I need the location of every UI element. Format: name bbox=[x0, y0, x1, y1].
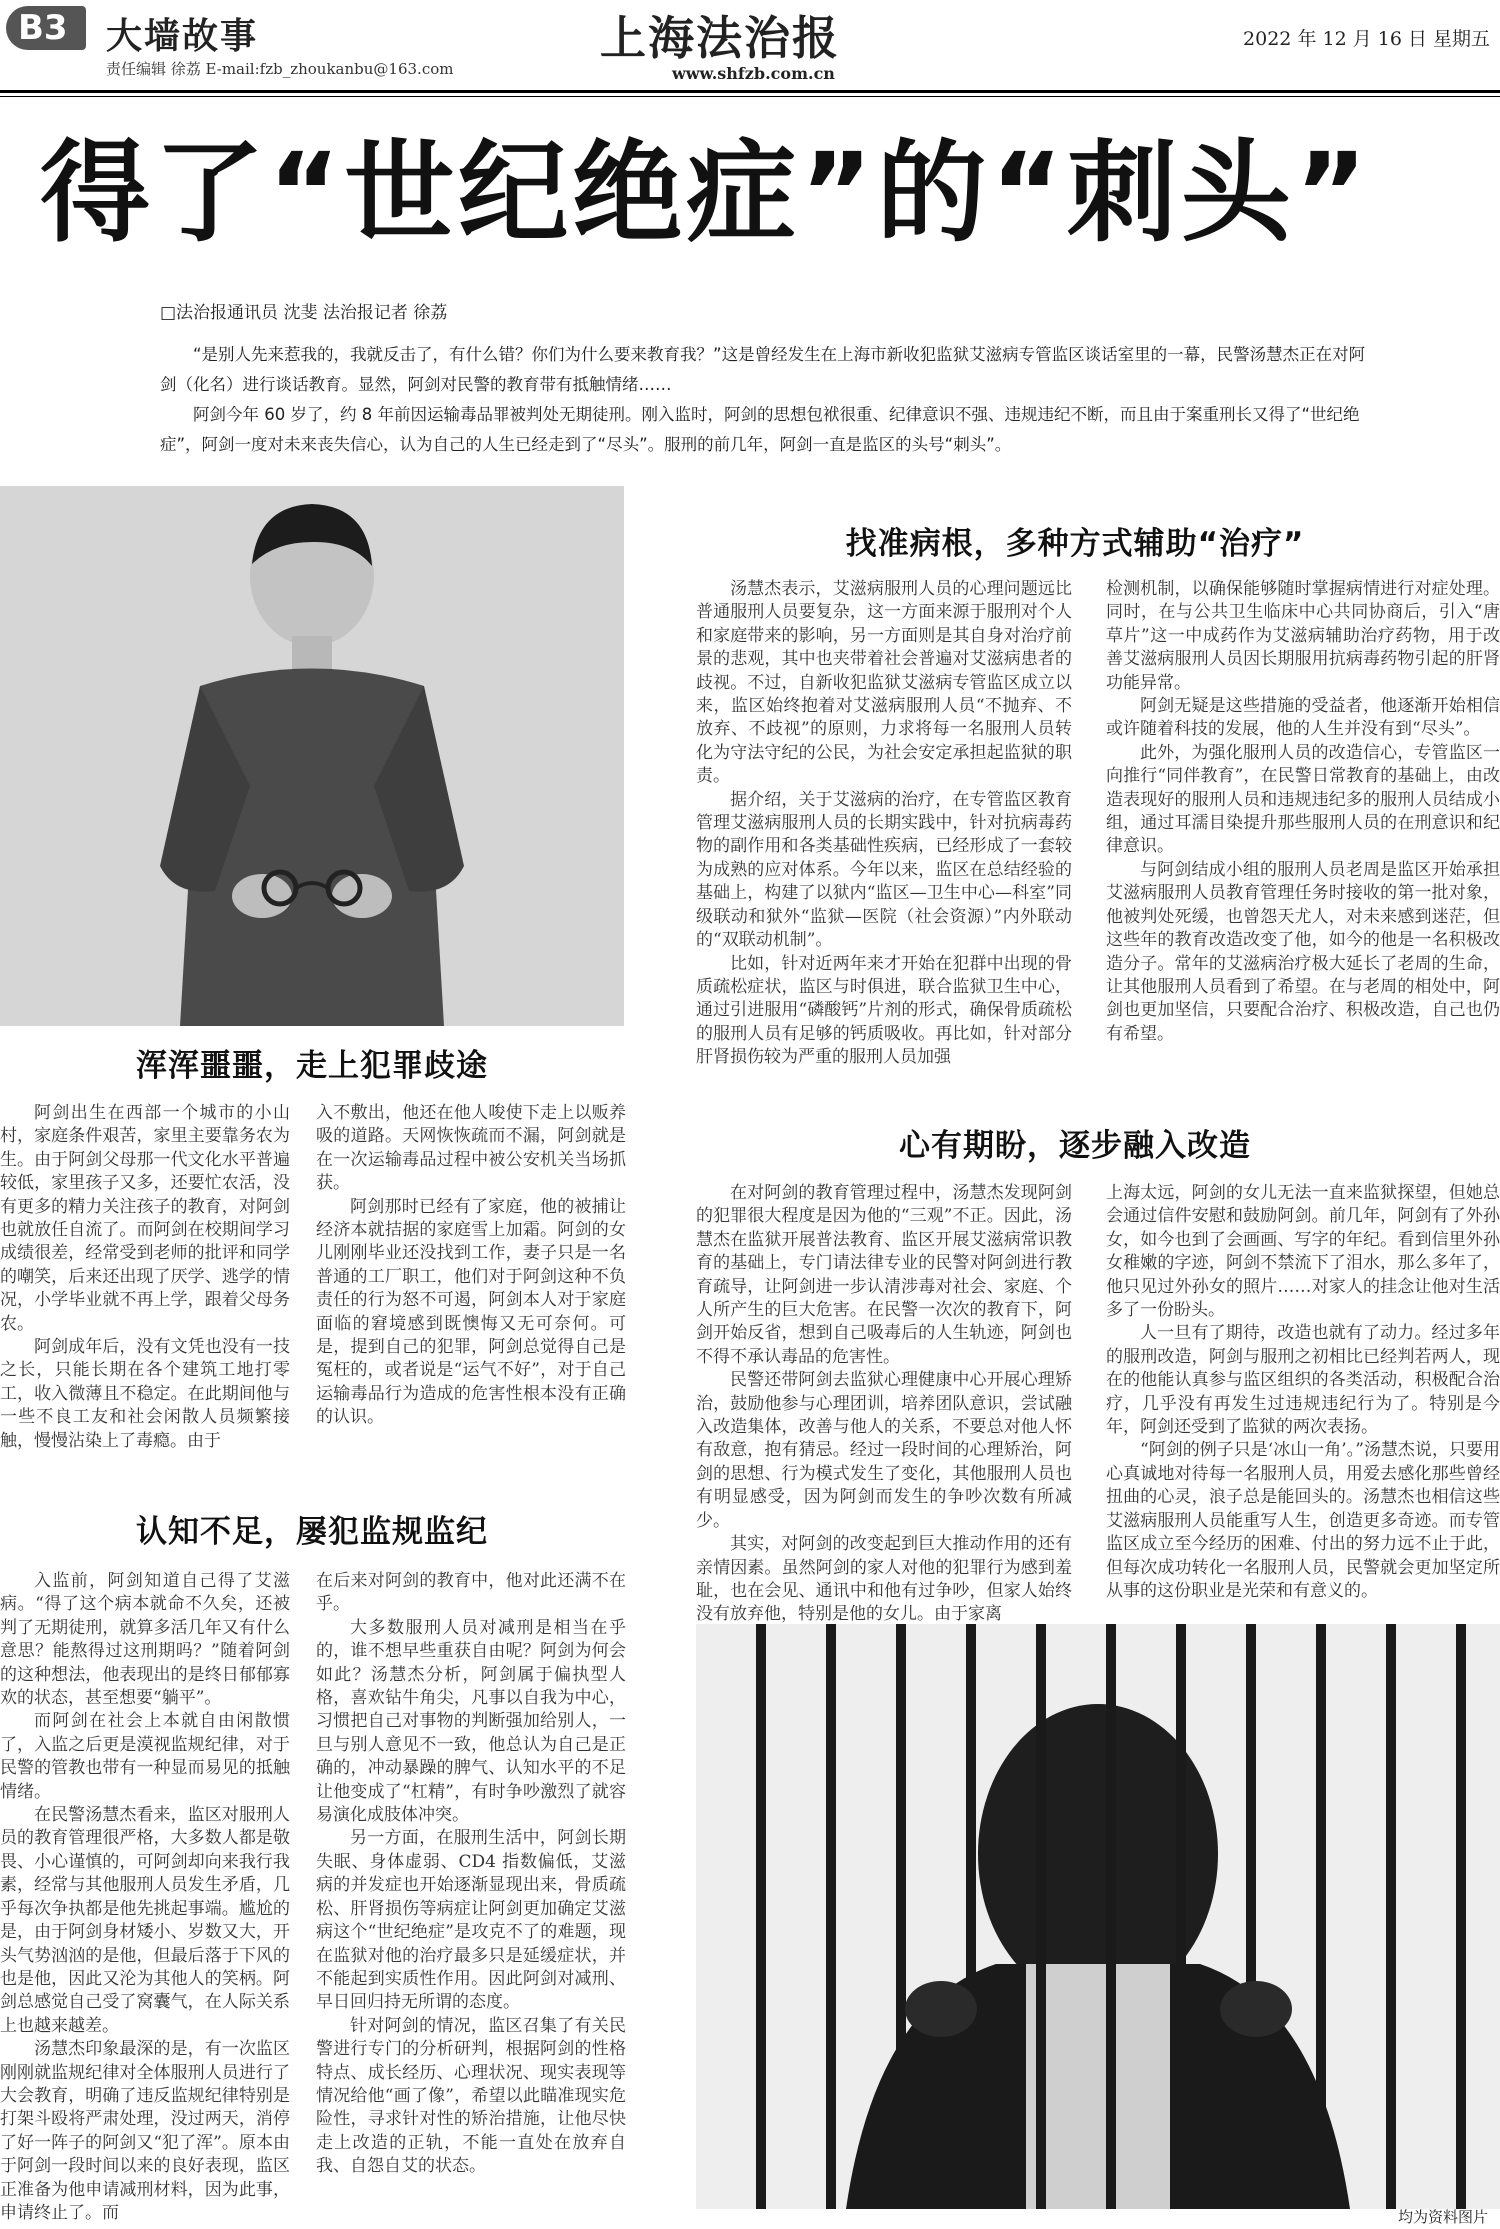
body-paragraph: 据介绍，关于艾滋病的治疗，在专管监区教育管理艾滋病服刑人员的长期实践中，针对抗病毒药物的副作用和各类基础性疾病，已经形成了一套较为成熟的应对体系。今年以来，监区在总结经验的基础上，构建了以狱内“监区—卫生中心—科室”同级联动和狱外“监狱—医院（社会资源）”内外联动的“双联动机制”。 bbox=[696, 789, 1072, 951]
body-paragraph: 上海太远，阿剑的女儿无法一直来监狱探望，但她总会通过信件安慰和鼓励阿剑。前几年，阿剑有了外孙女，如今也到了会画画、写字的年纪。看到信里外孙女稚嫩的字迹，阿剑不禁流下了泪水，那么多年了，他只见过外孙女的照片……对家人的挂念让他对生活多了一份盼头。 bbox=[1106, 1183, 1500, 1321]
body-paragraph: 阿剑出生在西部一个城市的小山村，家庭条件艰苦，家里主要靠务农为生。由于阿剑父母那一代文化水平普遍较低，家里孩子又多，还要忙农活，没有更多的精力关注孩子的教育，对阿剑也就放任自流了。而阿剑在校期间学习成绩很差，经常受到老师的批评和同学的嘲笑，后来还出现了厌学、逃学的情况，小学毕业就不再上学，跟着父母务农。 bbox=[0, 1103, 290, 1334]
section-heading: 认知不足，屡犯监规监纪 bbox=[136, 1514, 488, 1550]
section2-column1 bbox=[0, 1570, 290, 2225]
body-paragraph: 在后来对阿剑的教育中，他对此还满不在乎。 bbox=[316, 1571, 626, 1615]
section-heading: 找准病根，多种方式辅助“治疗” bbox=[845, 526, 1305, 562]
body-paragraph: 另一方面，在服刑生活中，阿剑长期失眠、身体虚弱、CD4 指数偏低，艾滋病的并发症也开始逐渐显现出来，骨质疏松、肝肾损伤等病症让阿剑更加确定艾滋病这个“世纪绝症”是攻克不了的难题，现在监狱对他的治疗最多只是延缓症状，并不能起到实质性作用。因此阿剑对减刑、早日回归持无所谓的态度。 bbox=[316, 1828, 626, 2013]
body-paragraph: 而阿剑在社会上本就自由闲散惯了，入监之后更是漠视监规纪律，对于民警的管教也带有一种显而易见的抵触情绪。 bbox=[0, 1711, 290, 1802]
body-paragraph: “阿剑的例子只是‘冰山一角’。”汤慧杰说，只要用心真诚地对待每一名服刑人员，用爱去感化那些曾经扭曲的心灵，浪子总是能回头的。汤慧杰也相信这些艾滋病服刑人员能重写人生，创造更多奇迹。而专管监区成立至今经历的困难、付出的努力远不止于此，但每次成功转化一名服刑人员，民警就会更加坚定所从事的这份职业是光荣和有意义的。 bbox=[1106, 1440, 1500, 1601]
body-paragraph: 入监前，阿剑知道自己得了艾滋病。“得了这个病本就命不久矣，还被判了无期徒刑，就算多活几年又有什么意思？能熬得过这刑期吗？”随着阿剑的这种想法，他表现出的是终日郁郁寡欢的状态，甚至想要“躺平”。 bbox=[0, 1571, 290, 1709]
photo-caption: 均为资料图片 bbox=[1397, 2208, 1488, 2226]
section3-column2 bbox=[1106, 578, 1500, 1068]
body-paragraph: 阿剑成年后，没有文凭也没有一技之长，只能长期在各个建筑工地打零工，收入微薄且不稳定。在此期间他与一些不良工友和社会闲散人员频繁接触，慢慢沾染上了毒瘾。由于 bbox=[0, 1337, 290, 1451]
section4-column2 bbox=[1106, 1182, 1500, 1602]
article-headline: 得了“世纪绝症”的“刺头” bbox=[40, 129, 1372, 257]
body-paragraph: 阿剑无疑是这些措施的受益者，他逐渐开始相信或许随着科技的发展，他的人生并没有到“尽头”。 bbox=[1106, 696, 1500, 740]
body-paragraph: 大多数服刑人员对减刑是相当在乎的，谁不想早些重获自由呢？阿剑为何会如此？汤慧杰分析，阿剑属于偏执型人格，喜欢钻牛角尖，凡事以自我为中心，习惯把自己对事物的判断强加给别人，一旦与别人意见不一致，他总认为自己是正确的，冲动暴躁的脾气、认知水平的不足让他变成了“杠精”，有时争吵激烈了就容易演化成肢体冲突。 bbox=[316, 1617, 626, 1826]
page-number-badge: B3 bbox=[6, 6, 86, 50]
body-paragraph: 汤慧杰印象最深的是，有一次监区刚刚就监规纪律对全体服刑人员进行了大会教育，明确了违反监规纪律特别是打架斗殴将严肃处理，没过两天，消停了好一阵子的阿剑又“犯了浑”。原本由于阿剑一段时间以来的良好表现，监区正准备为他申请减刑材料，因为此事，申请终止了。而 bbox=[0, 2039, 290, 2223]
body-paragraph: 在对阿剑的教育管理过程中，汤慧杰发现阿剑的犯罪很大程度是因为他的“三观”不正。因此，汤慧杰在监狱开展普法教育、监区开展艾滋病常识教育的基础上，专门请法律专业的民警对阿剑进行教育疏导，让阿剑进一步认清涉毒对社会、家庭、个人所产生的巨大危害。在民警一次次的教育下，阿剑开始反省，想到自己吸毒后的人生轨迹，阿剑也不得不承认毒品的危害性。 bbox=[696, 1183, 1072, 1367]
body-paragraph: 人一旦有了期待，改造也就有了动力。经过多年的服刑改造，阿剑与服刑之初相比已经判若两人，现在的他能认真参与监区组织的各类活动，积极配合治疗，几乎没有再发生过违规违纪行为了。特别是今年，阿剑还受到了监狱的两次表扬。 bbox=[1106, 1323, 1500, 1438]
handcuffed-man-illustration bbox=[0, 486, 624, 1026]
prison-bars-figure bbox=[696, 1624, 1500, 2209]
section4-column1 bbox=[696, 1182, 1072, 1625]
section-heading: 心有期盼，逐步融入改造 bbox=[899, 1128, 1251, 1164]
body-paragraph: 比如，针对近两年来才开始在犯群中出现的骨质疏松症状，监区与时俱进，联合监狱卫生中心，通过引进服用“磷酸钙”片剂的形式，确保骨质疏松的服刑人员有足够的钙质吸收。再比如，针对部分肝肾损伤较为严重的服刑人员加强 bbox=[696, 953, 1072, 1068]
section-title: 大墙故事 bbox=[106, 16, 259, 57]
body-paragraph: 检测机制，以确保能够随时掌握病情进行对症处理。同时，在与公共卫生临床中心共同协商后，引入“唐草片”这一中成药作为艾滋病辅助治疗药物，用于改善艾滋病服刑人员因长期服用抗病毒药物引起的肝肾功能异常。 bbox=[1106, 579, 1500, 693]
body-paragraph: 民警还带阿剑去监狱心理健康中心开展心理矫治，鼓励他参与心理团训，培养团队意识，尝试融入改造集体，改善与他人的关系，不要总对他人怀有敌意，抱有猜忌。经过一段时间的心理矫治，阿剑的思想、行为模式发生了变化，其他服刑人员也有明显感受，因为阿剑而发生的争吵次数有所减少。 bbox=[696, 1370, 1072, 1531]
section2-column2 bbox=[316, 1570, 626, 2225]
body-paragraph: 与阿剑结成小组的服刑人员老周是监区开始承担艾滋病服刑人员教育管理任务时接收的第一批对象，他被判处死缓，也曾怨天尤人，对未来感到迷茫，但这些年的教育改造改变了他，如今的他是一名积极改造分子。常年的艾滋病治疗极大延长了老周的生命，让其他服刑人员看到了希望。在与老周的相处中，阿剑也更加坚信，只要配合治疗、积极改造，自己也仍有希望。 bbox=[1106, 859, 1500, 1044]
body-paragraph: 此外，为强化服刑人员的改造信心，专管监区一向推行“同伴教育”，在民警日常教育的基础上，由改造表现好的服刑人员和违规违纪多的服刑人员结成小组，通过耳濡目染提升那些服刑人员的在刑意识和纪律意识。 bbox=[1106, 742, 1500, 857]
body-paragraph: 在民警汤慧杰看来，监区对服刑人员的教育管理很严格，大多数人都是敬畏、小心谨慎的，可阿剑却向来我行我素，经常与其他服刑人员发生矛盾，几乎每次争执都是他先挑起事端。尴尬的是，由于阿剑身材矮小、岁数又大，开头气势汹汹的是他，但最后落于下风的也是他，因此又沦为其他人的笑柄。阿剑总感觉自己受了窝囊气，在人际关系上也越来越差。 bbox=[0, 1805, 290, 2036]
section3-column1 bbox=[696, 578, 1072, 1068]
lead-paragraph: “是别人先来惹我的，我就反击了，有什么错？你们为什么要来教育我？”这是曾经发生在上海市新收犯监狱艾滋病专管监区谈话室里的一幕，民警汤慧杰正在对阿剑（化名）进行谈话教育。显然，阿剑对民警的教育带有抵触情绪…… bbox=[160, 345, 1366, 394]
body-paragraph: 入不敷出，他还在他人唆使下走上以贩养吸的道路。天网恢恢疏而不漏，阿剑就是在一次运输毒品过程中被公安机关当场抓获。 bbox=[316, 1103, 626, 1194]
body-paragraph: 汤慧杰表示，艾滋病服刑人员的心理问题远比普通服刑人员要复杂，这一方面来源于服刑对个人和家庭带来的影响，另一方面则是其自身对治疗前景的悲观，其中也夹带着社会普遍对艾滋病患者的歧视。不过，自新收犯监狱艾滋病专管监区成立以来，监区始终抱着对艾滋病服刑人员“不抛弃、不放弃、不歧视”的原则，力求将每一名服刑人员转化为守法守纪的公民，为社会安定承担起监狱的职责。 bbox=[696, 579, 1072, 787]
body-paragraph: 针对阿剑的情况，监区召集了有关民警进行专门的分析研判，根据阿剑的性格特点、成长经历、心理状况、现实表现等情况给他“画了像”，希望以此瞄准现实危险性，寻求针对性的矫治措施，让他尽快走上改造的正轨，不能一直处在放弃自我、自怨自艾的状态。 bbox=[316, 2015, 626, 2177]
header-rule-thin bbox=[0, 96, 1500, 97]
website-url[interactable]: www.shfzb.com.cn bbox=[672, 64, 835, 83]
header-rule bbox=[0, 90, 1500, 93]
handcuffed-man-figure bbox=[0, 486, 624, 1026]
lead-paragraph: 阿剑今年 60 岁了，约 8 年前因运输毒品罪被判处无期徒刑。刚入监时，阿剑的思想包袱很重、纪律意识不强、违规违纪不断，而且由于案重刑长又得了“世纪绝症”，阿剑一度对未来丧失信心，认为自己的人生已经走到了“尽头”。服刑的前几年，阿剑一直是监区的头号“刺头”。 bbox=[160, 405, 1360, 454]
editor-line: 责任编辑 徐荔 E-mail:fzb_zhoukanbu@163.com bbox=[106, 60, 454, 78]
masthead-logo: 上海法治报 bbox=[600, 11, 840, 65]
issue-date: 2022 年 12 月 16 日 星期五 bbox=[1243, 28, 1490, 50]
prisoner-behind-bars-illustration bbox=[696, 1624, 1500, 2209]
body-paragraph: 阿剑那时已经有了家庭，他的被捕让经济本就拮据的家庭雪上加霜。阿剑的女儿刚刚毕业还没找到工作，妻子只是一名普通的工厂职工，他们对于阿剑这种不负责任的行为怒不可遏，阿剑本人对于家庭面临的窘境感到既懊悔又无可奈何。可是，提到自己的犯罪，阿剑总觉得自己是冤枉的，或者说是“运气不好”，对于自己运输毒品行为造成的危害性根本没有正确的认识。 bbox=[316, 1196, 626, 1428]
article-byline: □法治报通讯员 沈斐 法治报记者 徐荔 bbox=[160, 303, 448, 323]
section1-column2 bbox=[316, 1102, 626, 1482]
body-paragraph: 其实，对阿剑的改变起到巨大推动作用的还有亲情因素。虽然阿剑的家人对他的犯罪行为感到羞耻，也在会见、通讯中和他有过争吵，但家人始终没有放弃他，特别是他的女儿。由于家离 bbox=[696, 1534, 1072, 1625]
section-heading: 浑浑噩噩，走上犯罪歧途 bbox=[136, 1048, 488, 1084]
section1-column1 bbox=[0, 1102, 290, 1482]
